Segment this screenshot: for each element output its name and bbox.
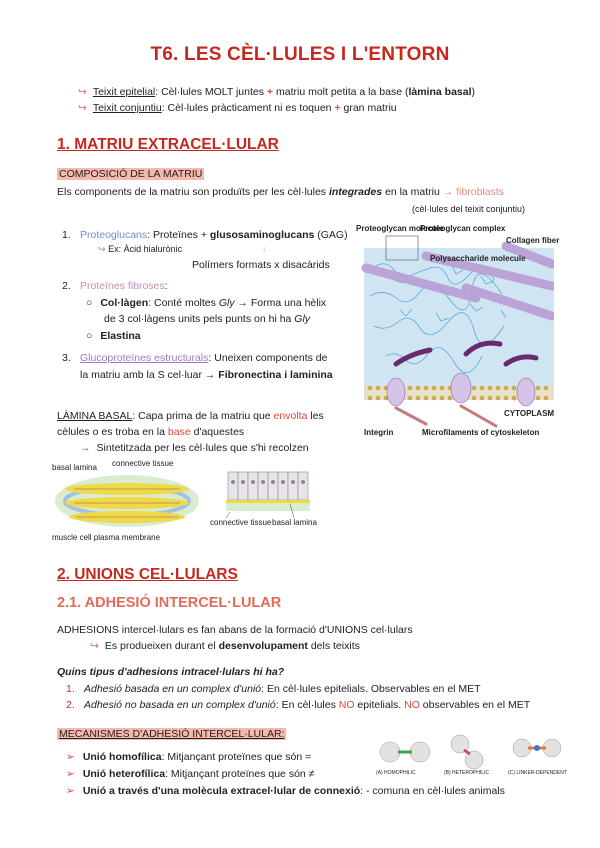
matriu-line1: Els components de la matriu son produïts per les cèl·lules integrades en la matriu → fibroblasts xyxy=(57,186,505,198)
collagen-line: ○ Col·làgen: Conté moltes Gly → Forma una hèlix xyxy=(86,297,327,309)
arrow-icon: ↪ xyxy=(90,640,99,652)
label-cytoplasm: CYTOPLASM xyxy=(504,409,555,418)
label-muscle-plasma-membrane: muscle cell plasma membrane xyxy=(52,533,161,542)
label-basal-lamina: basal lamina xyxy=(52,463,97,472)
label-collagen-fiber: Collagen fiber xyxy=(506,236,560,245)
label-proteoglycan-molecule: Proteoglycan molecule xyxy=(356,224,444,233)
label-linker-dependent: (C) LINKER-DEPENDENT xyxy=(508,770,567,776)
adhesion-mechanisms-figure xyxy=(376,732,576,780)
down-arrow-icon: ↓ xyxy=(262,244,266,253)
arrow-icon: ↪ xyxy=(78,86,87,98)
subheading-adhesio: 2.1. ADHESIÓ INTERCEL·LULAR xyxy=(57,595,282,611)
subheading-composicio: COMPOSICIÓ DE LA MATRIU xyxy=(59,168,203,180)
mechanism-homophilic: ➢ Unió homofílica: Mitjançant proteïnes que són = xyxy=(66,751,312,763)
label-basal-lamina-epi: basal lamina xyxy=(272,518,317,527)
collagen-line2: de 3 col·làgens units pels punts on hi ha Gly xyxy=(104,313,311,325)
adhesion-type-1: 1. Adhesió basada en un complex d'unió: En cèl·lules epitelials. Observables en el MET xyxy=(66,683,481,695)
intro-line-epitelial: ↪ Teixit epitelial: Cèl·lules MOLT juntes + matriu molt petita a la base (làmina basal) xyxy=(78,86,475,98)
label-homophilic: (A) HOMOPHILIC xyxy=(376,770,416,776)
mechanisms-heading: MECANISMES D'ADHESIÓ INTERCEL·LULAR: xyxy=(59,728,285,740)
mechanism-linker: ➢ Unió a través d'una molècula extracel·lular de connexió: - comuna en cèl·lules animals xyxy=(66,785,505,797)
label-polysaccharide: Polysaccharide molecule xyxy=(430,254,526,263)
item-glucoproteines: 3. Glucoproteïnes estructurals: Uneixen components de xyxy=(62,352,328,364)
label-integrin: Integrin xyxy=(364,428,394,437)
question-adhesions: Quins tipus d'adhesions intracel·lulars hi ha? xyxy=(57,666,285,678)
label-connective-tissue: connective tissue xyxy=(112,459,174,468)
mechanism-heterophilic: ➢ Unió heterofílica: Mitjançant proteïnes que són ≠ xyxy=(66,768,315,780)
label-connective-tissue-epi: connective tissue xyxy=(210,518,272,527)
label-microfilaments: Microfilaments of cytoskeleton xyxy=(422,428,540,437)
section-heading-matriu: 1. MATRIU EXTRACEL·LULAR xyxy=(57,136,279,153)
lamina-basal-line1: LÀMINA BASAL: Capa prima de la matriu que envolta les xyxy=(57,410,324,422)
extracellular-matrix-diagram xyxy=(356,224,560,438)
epithelial-basal-lamina-figure xyxy=(208,466,338,538)
lamina-basal-line3: → Sintetitzada per les cèl·lules que s'hi recolzen xyxy=(80,442,309,454)
elastina-line: ○ Elastina xyxy=(86,330,141,342)
arrow-icon: ↪ xyxy=(78,102,87,114)
lamina-basal-line2: cèlules o es troba en la base d'aquestes xyxy=(57,426,245,438)
glucoproteines-line2: la matriu amb la S cel·luar → Fibronectina i laminina xyxy=(80,369,333,381)
item-proteines-fibroses: 2. Proteïnes fibroses: xyxy=(62,280,168,292)
label-proteoglycan-complex: Proteoglycan complex xyxy=(420,224,506,233)
adhesions-line2: ↪ Es produeixen durant el desenvolupament dels teixits xyxy=(90,640,360,652)
polymers-note: Polímers formats x disacàrids xyxy=(192,259,330,271)
muscle-basal-lamina-figure xyxy=(52,459,202,543)
item-proteoglucans-example: ↪ Ex: Àcid hialurònic xyxy=(98,244,183,254)
page-title: T6. LES CÈL·LULES I L'ENTORN xyxy=(150,44,450,65)
label-heterophilic: (B) HETEROPHILIC xyxy=(444,770,490,776)
section-heading-unions: 2. UNIONS CEL·LULARS xyxy=(57,566,238,583)
intro-line-conjuntiu: ↪ Teixit conjuntiu: Cèl·lules pràcticament ni es toquen + gran matriu xyxy=(78,102,397,114)
fibroblast-note: (cèl·lules del teixit conjuntiu) xyxy=(412,204,526,214)
adhesions-line1: ADHESIONS intercel·lulars es fan abans de la formació d'UNIONS cel·lulars xyxy=(57,624,413,636)
item-proteoglucans: 1. Proteoglucans: Proteïnes + glusosaminoglucans (GAG) xyxy=(62,229,348,241)
adhesion-type-2: 2. Adhesió no basada en un complex d'unió: En cèl·lules NO epitelials. NO observables en el MET xyxy=(66,699,531,711)
